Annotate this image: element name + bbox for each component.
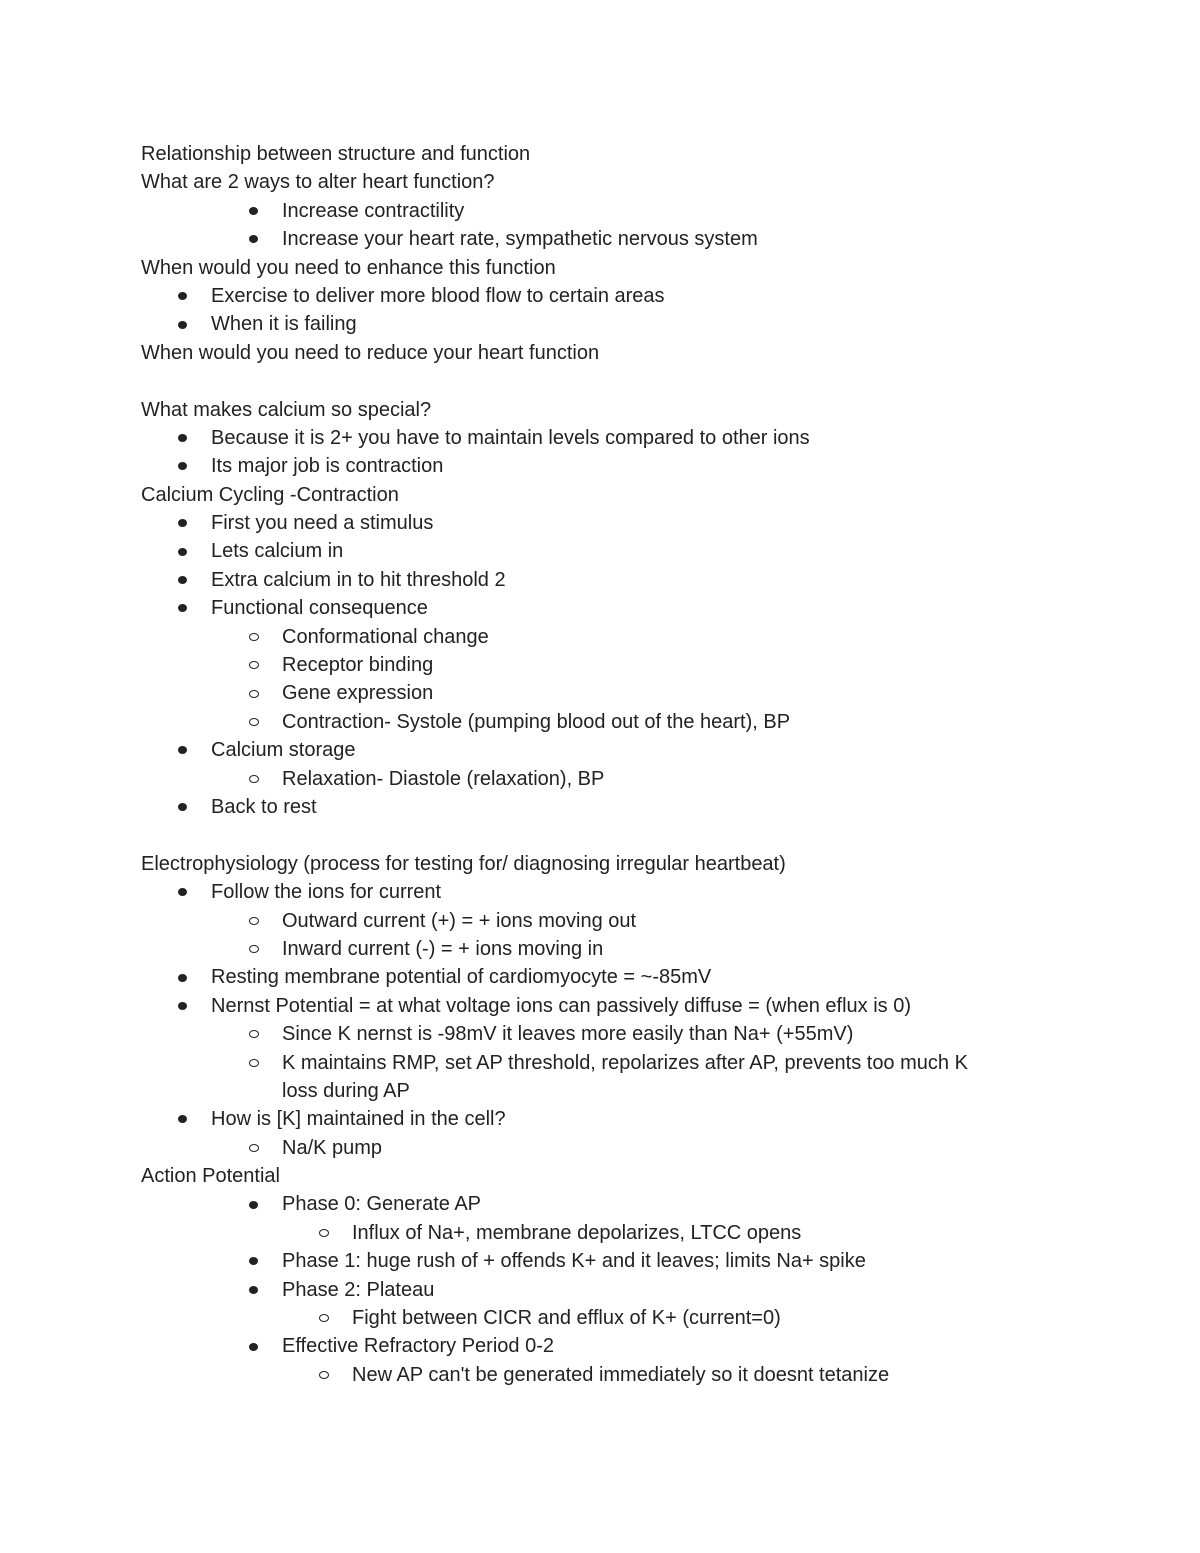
- bullet-circle-icon: [249, 917, 259, 925]
- document-body: [141, 140, 1041, 1389]
- bullet-disc-icon: [178, 548, 187, 556]
- list-item: [141, 1020, 1041, 1048]
- line-text: Gene expression: [282, 682, 434, 705]
- bullet-circle-icon: [249, 1059, 259, 1067]
- blank-line: [141, 367, 1041, 395]
- list-item: [141, 878, 1041, 906]
- line-text: Calcium storage: [211, 739, 356, 762]
- line-text: Action Potential: [141, 1165, 280, 1188]
- line-text: Exercise to deliver more blood flow to certain areas: [211, 284, 665, 307]
- list-item: [141, 1304, 1041, 1332]
- line-text: Back to rest: [211, 795, 317, 818]
- bullet-disc-icon: [178, 462, 187, 470]
- list-item: [141, 1276, 1041, 1304]
- line-text: Outward current (+) = + ions moving out: [282, 909, 637, 932]
- text-line: [141, 850, 1041, 878]
- line-text: Receptor binding: [282, 654, 434, 677]
- line-text: What are 2 ways to alter heart function?: [141, 171, 495, 194]
- line-text: Na/K pump: [282, 1136, 383, 1159]
- bullet-circle-icon: [249, 775, 259, 783]
- bullet-disc-icon: [249, 1257, 258, 1265]
- text-line: [141, 1162, 1041, 1190]
- line-text: Functional consequence: [211, 597, 428, 620]
- text-line: [141, 481, 1041, 509]
- list-item: [141, 736, 1041, 764]
- list-item: [141, 1361, 1041, 1389]
- text-line: [141, 396, 1041, 424]
- line-text: loss during AP: [282, 1079, 410, 1102]
- bullet-disc-icon: [178, 803, 187, 811]
- list-item: [141, 282, 1041, 310]
- bullet-disc-icon: [178, 292, 187, 300]
- list-item: [141, 424, 1041, 452]
- list-item: [141, 935, 1041, 963]
- bullet-circle-icon: [249, 1030, 259, 1038]
- bullet-disc-icon: [178, 974, 187, 982]
- line-text: Extra calcium in to hit threshold 2: [211, 568, 506, 591]
- bullet-circle-icon: [249, 1144, 259, 1152]
- bullet-circle-icon: [249, 690, 259, 698]
- list-item: [141, 1332, 1041, 1360]
- list-item: [141, 310, 1041, 338]
- line-text: Phase 0: Generate AP: [282, 1193, 482, 1216]
- list-item: [141, 1190, 1041, 1218]
- list-item: [141, 1105, 1041, 1133]
- list-item: [141, 1134, 1041, 1162]
- bullet-disc-icon: [178, 434, 187, 442]
- line-text: Since K nernst is -98mV it leaves more easily than Na+ (+55mV): [282, 1023, 854, 1046]
- line-text: Inward current (-) = + ions moving in: [282, 937, 604, 960]
- line-text: When would you need to reduce your heart function: [141, 341, 600, 364]
- line-text: Relationship between structure and function: [141, 143, 531, 165]
- bullet-disc-icon: [249, 1286, 258, 1294]
- bullet-disc-icon: [178, 576, 187, 584]
- list-item: [141, 537, 1041, 565]
- list-item: [141, 963, 1041, 991]
- list-item: [141, 793, 1041, 821]
- line-text: Because it is 2+ you have to maintain levels compared to other ions: [211, 426, 810, 449]
- bullet-circle-icon: [249, 945, 259, 953]
- line-text: When it is failing: [211, 313, 357, 336]
- list-item: [141, 1049, 1041, 1077]
- text-line: [141, 339, 1041, 367]
- line-text: Conformational change: [282, 625, 489, 648]
- line-text: Electrophysiology (process for testing for/ diagnosing irregular heartbeat): [141, 852, 786, 875]
- list-item: [141, 907, 1041, 935]
- line-text: How is [K] maintained in the cell?: [211, 1108, 506, 1131]
- list-item: [141, 992, 1041, 1020]
- line-text: Influx of Na+, membrane depolarizes, LTCC opens: [352, 1221, 802, 1244]
- list-item: [141, 566, 1041, 594]
- list-item: [141, 225, 1041, 253]
- line-text: Calcium Cycling -Contraction: [141, 483, 399, 506]
- line-text: Fight between CICR and efflux of K+ (current=0): [352, 1307, 781, 1330]
- bullet-disc-icon: [249, 1343, 258, 1351]
- line-text: Follow the ions for current: [211, 881, 442, 904]
- bullet-disc-icon: [178, 321, 187, 329]
- bullet-circle-icon: [249, 661, 259, 669]
- bullet-disc-icon: [178, 1115, 187, 1123]
- line-text: When would you need to enhance this function: [141, 256, 556, 279]
- list-item: [141, 679, 1041, 707]
- bullet-circle-icon: [319, 1371, 329, 1379]
- line-text: Lets calcium in: [211, 540, 344, 563]
- line-text: First you need a stimulus: [211, 512, 434, 535]
- bullet-disc-icon: [249, 1201, 258, 1209]
- line-text: Increase your heart rate, sympathetic nervous system: [282, 228, 758, 251]
- list-item: [141, 1219, 1041, 1247]
- list-item: [141, 708, 1041, 736]
- line-text: Phase 1: huge rush of + offends K+ and it leaves; limits Na+ spike: [282, 1250, 866, 1273]
- list-item: [141, 594, 1041, 622]
- bullet-disc-icon: [178, 746, 187, 754]
- line-text: Effective Refractory Period 0-2: [282, 1335, 554, 1358]
- list-item: [141, 509, 1041, 537]
- bullet-disc-icon: [249, 235, 258, 243]
- line-text: New AP can't be generated immediately so it doesnt tetanize: [352, 1363, 890, 1386]
- line-text: K maintains RMP, set AP threshold, repolarizes after AP, prevents too much K: [282, 1051, 968, 1074]
- line-text: Contraction- Systole (pumping blood out of the heart), BP: [282, 710, 791, 733]
- list-item: [141, 765, 1041, 793]
- bullet-disc-icon: [249, 207, 258, 215]
- list-item: [141, 197, 1041, 225]
- text-line: [141, 1077, 1041, 1105]
- list-item: [141, 623, 1041, 651]
- line-text: Resting membrane potential of cardiomyocyte = ~-85mV: [211, 966, 712, 989]
- line-text: What makes calcium so special?: [141, 398, 432, 421]
- bullet-circle-icon: [319, 1314, 329, 1322]
- line-text: Its major job is contraction: [211, 455, 444, 478]
- line-text: Relaxation- Diastole (relaxation), BP: [282, 767, 605, 790]
- text-line: [141, 140, 1041, 168]
- line-text: Increase contractility: [282, 199, 465, 222]
- bullet-disc-icon: [178, 604, 187, 612]
- bullet-disc-icon: [178, 888, 187, 896]
- bullet-disc-icon: [178, 519, 187, 527]
- list-item: [141, 452, 1041, 480]
- bullet-circle-icon: [249, 718, 259, 726]
- line-text: Nernst Potential = at what voltage ions can passively diffuse = (when eflux is 0): [211, 994, 912, 1017]
- text-line: [141, 254, 1041, 282]
- list-item: [141, 651, 1041, 679]
- bullet-disc-icon: [178, 1002, 187, 1010]
- bullet-circle-icon: [319, 1229, 329, 1237]
- text-line: [141, 168, 1041, 196]
- line-text: Phase 2: Plateau: [282, 1278, 435, 1301]
- list-item: [141, 1247, 1041, 1275]
- blank-line: [141, 821, 1041, 849]
- bullet-circle-icon: [249, 633, 259, 641]
